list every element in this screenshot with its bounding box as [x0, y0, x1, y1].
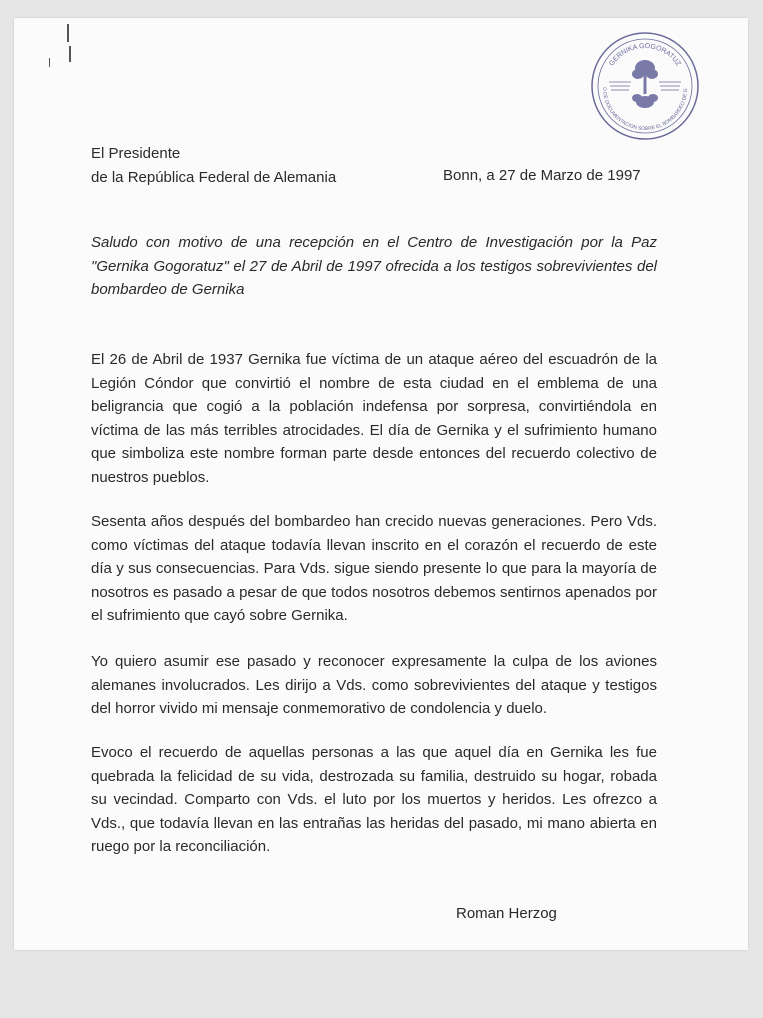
- stamp-text-bottom: O DE DOCUMENTACION SOBRE EL BOMBARDEO DE G: [600, 87, 690, 133]
- scan-mark: [49, 58, 50, 67]
- body-paragraph-2: Sesenta años después del bombardeo han crecido nuevas generaciones. Pero Vds. como víctimas del ataque todavía llevan inscrito en el corazón el recuerdo de este día y sus consecuencias. Para Vds. sigue siendo presente lo que para la mayoría de nosotros es pasado a pesar de que todos nosotros debemos sentirnos apenados por el sufrimiento que cayó sobre Gernika.: [91, 513, 657, 624]
- place-date: Bonn, a 27 de Marzo de 1997: [443, 167, 641, 184]
- seal-stamp-icon: [589, 30, 701, 142]
- signature: Roman Herzog: [456, 905, 557, 922]
- sender-block: [91, 142, 336, 189]
- body-paragraph-4: Evoco el recuerdo de aquellas personas a las que aquel día en Gernika les fue quebrada la felicidad de su vida, destrozada su familia, destruido su hogar, robada su vecindad. Comparto con Vds. el luto por los muertos y heridos. Les ofrezco a Vds., que todavía llevan en las entrañas las heridas del pasado, mi mano abierta en ruego por la reconciliación.: [91, 744, 657, 855]
- sender-office: de la República Federal de Alemania: [91, 168, 337, 186]
- scan-mark: [67, 24, 69, 42]
- scan-mark: [69, 46, 71, 62]
- intro-paragraph: Saludo con motivo de una recepción en el Centro de Investigación por la Paz "Gernika Gogoratuz" el 27 de Abril de 1997 ofrecida a los testigos sobrevivientes del bombardeo de Gernika: [91, 234, 657, 298]
- letter-page: [14, 18, 748, 950]
- sender-title: El Presidente: [91, 145, 181, 162]
- body-paragraph-3: Yo quiero asumir ese pasado y reconocer expresamente la culpa de los aviones alemanes involucrados. Les dirijo a Vds. como sobrevivientes del ataque y testigos del horror vivido mi mensaje conmemorativo de condolencia y duelo.: [91, 653, 657, 717]
- stamp-text-top: GERNIKA GOGORATUZ: [608, 42, 682, 68]
- body-paragraph-1: El 26 de Abril de 1937 Gernika fue víctima de un ataque aéreo del escuadrón de la Legión Cóndor que convirtió el nombre de esta ciudad en el emblema de una beligrancia que cogió a la población indefensa por sorpresa, convirtiéndola en víctima de las más terribles atrocidades. El día de Gernika y el sufrimiento humano que simboliza este nombre forman parte desde entonces del recuerdo colectivo de nuestros pueblos.: [91, 351, 657, 486]
